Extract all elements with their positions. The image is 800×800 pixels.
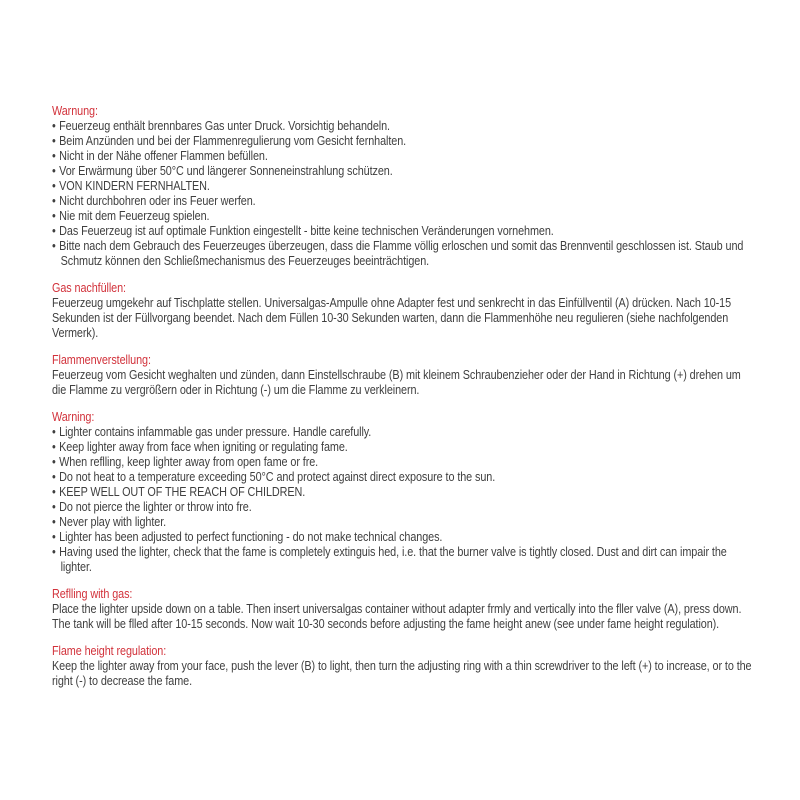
section-warning-en (52, 410, 757, 575)
bullet-marker: • (52, 455, 56, 469)
instruction-sheet (52, 104, 757, 701)
list-item (52, 440, 757, 455)
bullet-marker: • (52, 515, 56, 529)
bullet-marker: • (52, 500, 56, 514)
list-item (52, 134, 757, 149)
list-item-text: When reflling, keep lighter away from open fame or fre. (59, 455, 319, 469)
list-item-text: KEEP WELL OUT OF THE REACH OF CHILDREN. (59, 485, 306, 499)
section-gas-nachfuellen (52, 281, 757, 341)
heading-flame-height-regulation: Flame height regulation: (52, 644, 167, 658)
section-flame-height-regulation (52, 644, 757, 689)
list-item-text: Never play with lighter. (59, 515, 167, 529)
list-item-text: Vor Erwärmung über 50°C und längerer Sonneneinstrahlung schützen. (59, 164, 393, 178)
bullet-marker: • (52, 425, 56, 439)
bullet-marker: • (52, 239, 56, 253)
section-body: Feuerzeug vom Gesicht weghalten und zünden, dann Einstellschraube (B) mit kleinem Schraubenzieher oder der Hand in Richtung (+) drehen um die Flamme zu vergrößern oder in Richtung (-) um die Flamme zu verkleinern. (52, 368, 741, 397)
heading-warning-en: Warning: (52, 410, 95, 424)
bullet-marker: • (52, 470, 56, 484)
bullet-marker: • (52, 134, 56, 148)
list-item (52, 164, 757, 179)
section-flammenverstellung (52, 353, 757, 398)
section-body: Keep the lighter away from your face, push the lever (B) to light, then turn the adjusting ring with a thin screwdriver to the left (+) to increase, or to the right (-) to decrease the fame. (52, 659, 752, 688)
bullet-marker: • (52, 119, 56, 133)
list-item-text: Beim Anzünden und bei der Flammenregulierung vom Gesicht fernhalten. (59, 134, 407, 148)
list-item-text: Das Feuerzeug ist auf optimale Funktion eingestellt - bitte keine technischen Veränderungen vornehmen. (59, 224, 554, 238)
list-item (52, 209, 757, 224)
bullet-marker: • (52, 545, 56, 559)
list-item-text: Do not pierce the lighter or throw into fre. (59, 500, 252, 514)
list-item (52, 530, 757, 545)
heading-refilling-with-gas: Reflling with gas: (52, 587, 133, 601)
list-item (52, 470, 757, 485)
list-item (52, 179, 757, 194)
list-item-text: Nie mit dem Feuerzeug spielen. (59, 209, 210, 223)
bullet-marker: • (52, 224, 56, 238)
bullet-marker: • (52, 149, 56, 163)
warning-list-en (52, 425, 757, 575)
heading-flammenverstellung: Flammenverstellung: (52, 353, 151, 367)
list-item-text: Do not heat to a temperature exceeding 50°C and protect against direct exposure to the sun. (59, 470, 496, 484)
list-item-text: Keep lighter away from face when igniting or regulating fame. (59, 440, 348, 454)
list-item (52, 149, 757, 164)
list-item (52, 194, 757, 209)
bullet-marker: • (52, 530, 56, 544)
bullet-marker: • (52, 485, 56, 499)
list-item (52, 485, 757, 500)
list-item (52, 515, 757, 530)
list-item-text: Feuerzeug enthält brennbares Gas unter Druck. Vorsichtig behandeln. (59, 119, 390, 133)
list-item (52, 500, 757, 515)
list-item-text: Bitte nach dem Gebrauch des Feuerzeuges überzeugen, dass die Flamme völlig erloschen und somit das Brennventil geschlossen ist. Staub und Schmutz können den Schließmechanismus des Feuerzeuges beeinträchtigen. (59, 239, 744, 268)
bullet-marker: • (52, 194, 56, 208)
section-refilling-with-gas (52, 587, 757, 632)
section-body: Place the lighter upside down on a table. Then insert universalgas container without adapter frmly and vertically into the fller valve (A), press down. The tank will be flled after 10-15 seconds. Now wait 10-30 seconds before adjusting the fame height anew (see under fame height regulation). (52, 602, 742, 631)
list-item-text: Having used the lighter, check that the fame is completely extinguis hed, i.e. that the burner valve is tightly closed. Dust and dirt can impair the lighter. (59, 545, 727, 574)
section-body: Feuerzeug umgekehr auf Tischplatte stellen. Universalgas-Ampulle ohne Adapter fest und senkrecht in das Einfüllventil (A) drücken. Nach 10-15 Sekunden ist der Füllvorgang beendet. Nach dem Füllen 10-30 Sekunden warten, dann die Flammenhöhe neu regulieren (siehe nachfolgenden Vermerk). (52, 296, 732, 340)
list-item-text: Nicht in der Nähe offener Flammen befüllen. (59, 149, 268, 163)
heading-gas-nachfuellen: Gas nachfüllen: (52, 281, 126, 295)
bullet-marker: • (52, 209, 56, 223)
section-warnung-de (52, 104, 757, 269)
list-item (52, 239, 757, 269)
bullet-marker: • (52, 179, 56, 193)
warning-list-de (52, 119, 757, 269)
list-item (52, 425, 757, 440)
list-item (52, 119, 757, 134)
list-item (52, 224, 757, 239)
list-item-text: Lighter contains infammable gas under pressure. Handle carefully. (59, 425, 372, 439)
list-item-text: Lighter has been adjusted to perfect functioning - do not make technical changes. (59, 530, 443, 544)
list-item-text: Nicht durchbohren oder ins Feuer werfen. (59, 194, 256, 208)
bullet-marker: • (52, 164, 56, 178)
list-item-text: VON KINDERN FERNHALTEN. (59, 179, 210, 193)
bullet-marker: • (52, 440, 56, 454)
list-item (52, 545, 757, 575)
heading-warnung-de: Warnung: (52, 104, 98, 118)
list-item (52, 455, 757, 470)
